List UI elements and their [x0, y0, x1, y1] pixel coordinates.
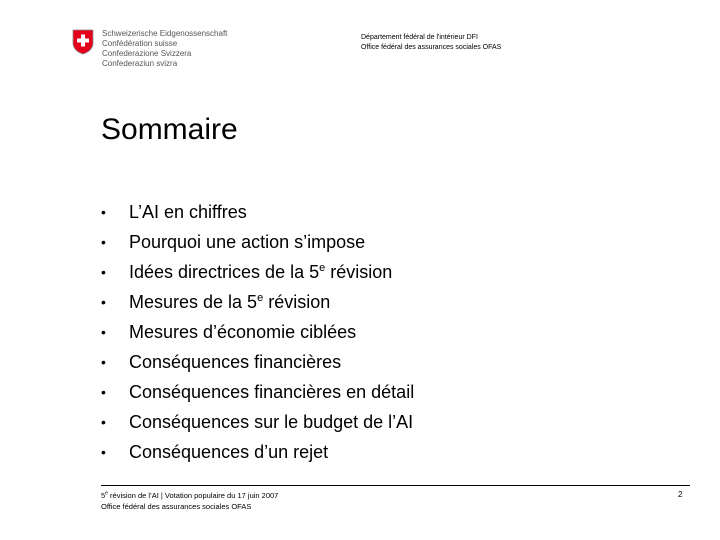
department-header	[361, 33, 501, 53]
list-item-text: L’AI en chiffres	[129, 201, 247, 222]
list-item	[101, 377, 414, 407]
footer-ordinal: 5	[101, 491, 106, 500]
list-item-text	[129, 262, 392, 283]
office-line: Office fédéral des assurances sociales OFAS	[361, 44, 502, 51]
bullet: •	[101, 204, 106, 220]
text-after: révision	[325, 261, 393, 282]
confederation-line-it: Confederazione Svizzera	[102, 49, 192, 58]
bullet: •	[101, 234, 106, 250]
summary-list	[101, 197, 414, 467]
footer-ordinal-superscript: e	[105, 490, 108, 497]
list-item	[101, 347, 414, 377]
list-item	[101, 287, 414, 317]
confederation-line-de: Schweizerische Eidgenossenschaft	[102, 29, 228, 38]
footer-info	[101, 490, 278, 512]
footer-line-2: Office fédéral des assurances sociales OFAS	[101, 502, 252, 511]
list-item-text: Conséquences d’un rejet	[129, 441, 329, 462]
page-number: 2	[678, 490, 683, 499]
list-item-text: Mesures d’économie ciblées	[129, 321, 357, 342]
footer-line-1	[101, 490, 278, 501]
department-line: Département fédéral de l'intérieur DFI	[361, 34, 478, 41]
bullet: •	[101, 414, 106, 430]
confederation-name	[102, 29, 227, 69]
text-after: révision	[263, 291, 331, 312]
list-item	[101, 407, 414, 437]
list-item	[101, 317, 414, 347]
bullet: •	[101, 294, 106, 310]
text-before: Idées directrices de la 5	[129, 261, 320, 282]
text-before: Mesures de la 5	[129, 291, 258, 312]
bullet: •	[101, 354, 106, 370]
list-item-text: Conséquences financières	[129, 351, 342, 372]
list-item	[101, 257, 414, 287]
confederation-line-rm: Confederaziun svizra	[102, 59, 178, 68]
footer-vote-text: révision de l’AI | Votation populaire du 17 juin 2007	[107, 491, 279, 500]
list-item	[101, 197, 414, 227]
list-item-text: Conséquences sur le budget de l’AI	[129, 411, 414, 432]
ordinal-superscript: e	[257, 291, 264, 304]
footer-divider	[101, 485, 690, 486]
confederation-line-fr: Confédération suisse	[102, 39, 178, 48]
bullet: •	[101, 384, 106, 400]
ordinal-superscript: e	[319, 261, 326, 274]
list-item-text: Conséquences financières en détail	[129, 381, 415, 402]
bullet: •	[101, 444, 106, 460]
slide-title: Sommaire	[101, 113, 238, 146]
list-item-text: Pourquoi une action s’impose	[129, 231, 366, 252]
swiss-coat-of-arms-icon	[72, 29, 94, 55]
list-item-text	[129, 292, 330, 313]
bullet: •	[101, 324, 106, 340]
list-item	[101, 437, 414, 467]
bullet: •	[101, 264, 106, 280]
list-item	[101, 227, 414, 257]
